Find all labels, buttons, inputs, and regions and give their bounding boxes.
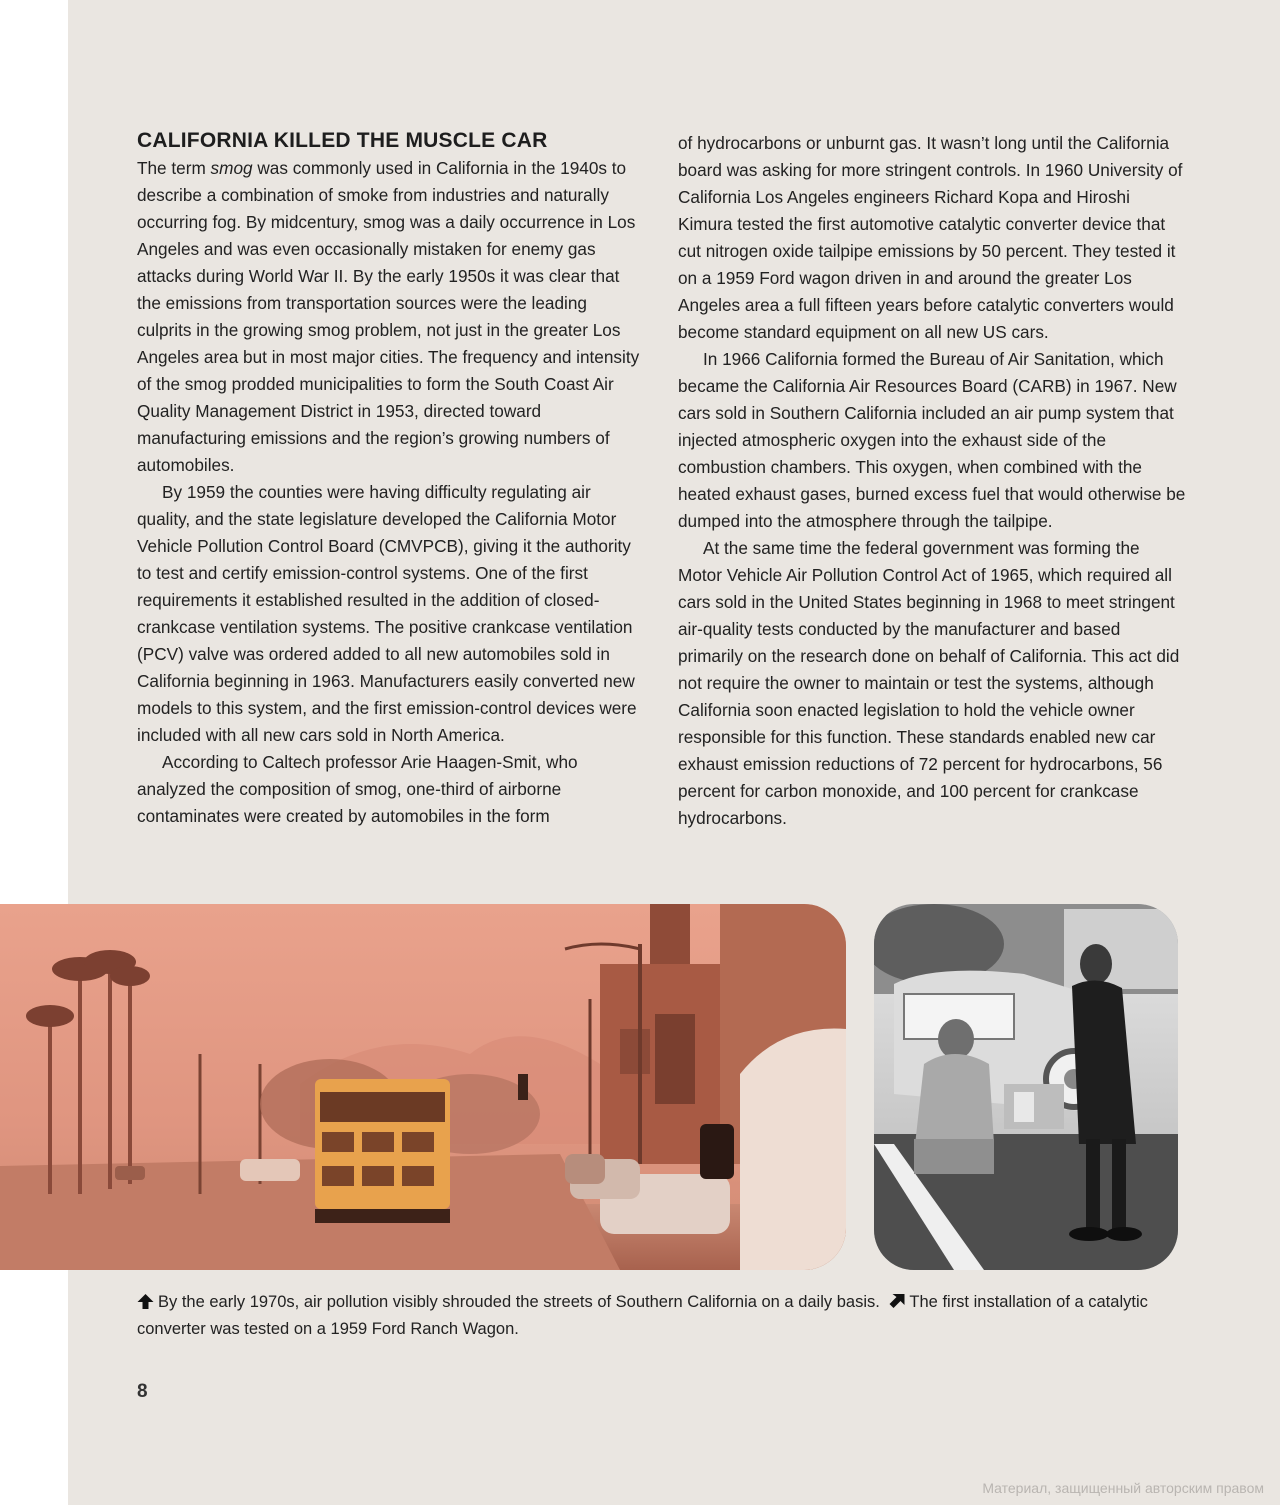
paragraph-3-start: According to Caltech professor Arie Haagen-Smit, who analyzed the composition of smog, one-third of airborne contaminates were created by automobiles in the form	[137, 752, 578, 826]
caption-smog: By the early 1970s, air pollution visibly shrouded the streets of Southern California on a daily basis.	[158, 1293, 880, 1311]
paragraph-1-italic-term: smog	[210, 158, 253, 178]
article-column-right	[678, 130, 1188, 832]
arrow-up-right-icon	[888, 1294, 905, 1309]
arrow-up-icon	[137, 1294, 154, 1309]
paragraph-3-end: of hydrocarbons or unburnt gas. It wasn’t long until the California board was asking for more stringent controls. In 1960 University of California Los Angeles engineers Richard Kopa and Hiroshi Kimura tested the first automotive catalytic converter device that cut nitrogen oxide tailpipe emissions by 50 percent. They tested it on a 1959 Ford wagon driven in and around the greater Los Angeles area a full fifteen years before catalytic converters would become standard equipment on all new US cars.	[678, 133, 1183, 342]
page-number: 8	[137, 1381, 148, 1402]
photo-caption	[137, 1289, 1177, 1343]
paragraph-1-start: The term	[137, 158, 211, 178]
paragraph-2: By 1959 the counties were having difficulty regulating air quality, and the state legislature developed the California Motor Vehicle Pollution Control Board (CMVPCB), giving it the authority to test and certify emission-control systems. One of the first requirements it established resulted in the addition of closed-crankcase ventilation systems. The positive crankcase ventilation (PCV) valve was ordered added to all new automobiles sold in California beginning in 1963. Manufacturers easily converted new models to this system, and the first emission-control devices were included with all new cars sold in North America.	[137, 482, 637, 745]
paragraph-1	[137, 155, 642, 479]
copyright-watermark: Материал, защищенный авторским правом	[982, 1480, 1264, 1496]
smog-street-photo	[0, 904, 846, 1270]
article-heading: CALIFORNIA KILLED THE MUSCLE CAR	[137, 129, 548, 152]
paragraph-5: At the same time the federal government was forming the Motor Vehicle Air Pollution Control Act of 1965, which required all cars sold in the United States beginning in 1968 to meet stringent air-quality tests conducted by the manufacturer and based primarily on the research done on behalf of California. This act did not require the owner to maintain or test the systems, although California soon enacted legislation to hold the vehicle owner responsible for this function. These standards enabled new car exhaust emission reductions of 72 percent for hydrocarbons, 56 percent for carbon monoxide, and 100 percent for crankcase hydrocarbons.	[678, 538, 1180, 828]
caption-catalytic: The first installation of a catalytic converter was tested on a 1959 Ford Ranch Wagon.	[137, 1293, 1148, 1338]
smog-street-illustration	[0, 904, 846, 1270]
catalytic-converter-photo	[874, 904, 1178, 1270]
paragraph-4: In 1966 California formed the Bureau of Air Sanitation, which became the California Air Resources Board (CARB) in 1967. New cars sold in Southern California included an air pump system that injected atmospheric oxygen into the exhaust side of the combustion chambers. This oxygen, when combined with the heated exhaust gases, burned excess fuel that would otherwise be dumped into the atmosphere through the tailpipe.	[678, 349, 1186, 531]
ford-ranch-wagon-illustration	[874, 904, 1178, 1270]
article-column-left	[137, 127, 642, 830]
paragraph-1-rest: was commonly used in California in the 1940s to describe a combination of smoke from industries and naturally occurring fog. By midcentury, smog was a daily occurrence in Los Angeles and was even occasionally mistaken for enemy gas attacks during World War II. By the early 1950s it was clear that the emissions from transportation sources were the leading culprits in the growing smog problem, not just in the greater Los Angeles area but in most major cities. The frequency and intensity of the smog prodded municipalities to form the South Coast Air Quality Management District in 1953, directed toward manufacturing emissions and the region’s growing numbers of automobiles.	[137, 158, 640, 475]
